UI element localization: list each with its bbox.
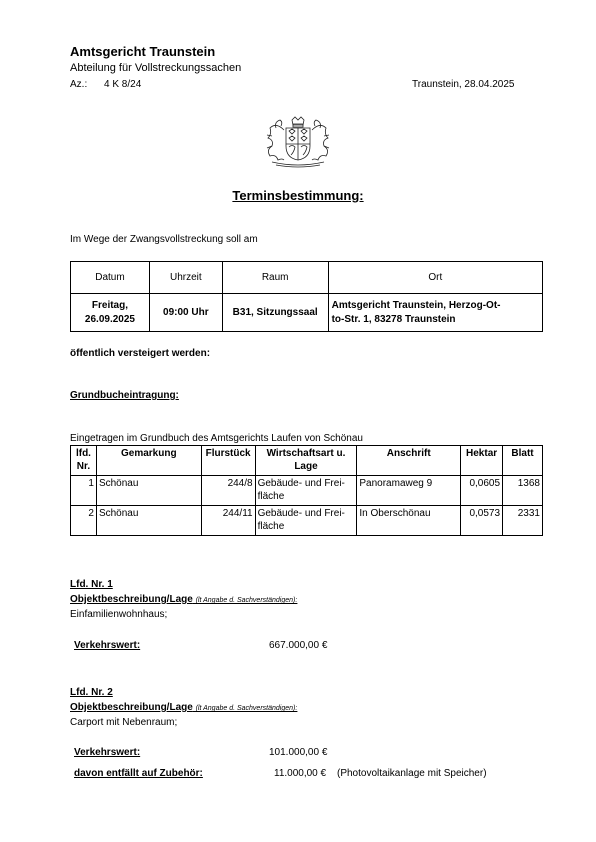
- row-hektar: 0,0573: [461, 506, 503, 536]
- objekt-1-beschreibung-label-text: Objektbeschreibung/Lage: [70, 594, 193, 605]
- row-blatt: 2331: [503, 506, 543, 536]
- termin-datum-line1: Freitag,: [91, 299, 129, 311]
- termin-value-row: [71, 294, 543, 332]
- grundbuch-header-lfd-line2: Nr.: [76, 461, 91, 472]
- case-number-label: Az.:: [70, 79, 88, 90]
- termin-ort-line1: Amtsgericht Traunstein, Herzog-Ot-: [331, 299, 501, 311]
- grundbuch-header-row: [71, 446, 543, 476]
- termin-ort: [328, 294, 542, 332]
- objekt-1-beschreibung-note: (lt Angabe d. Sachverständigen):: [195, 597, 298, 604]
- termin-ort-line2: to-Str. 1, 83278 Traunstein: [331, 313, 456, 325]
- page-title: Terminsbestimmung:: [232, 188, 364, 203]
- grundbuch-header-gemarkung: Gemarkung: [96, 446, 201, 476]
- grundbuch-header-wirtschaft-line1: Wirtschaftsart u.: [266, 448, 346, 459]
- place-date: Traunstein, 28.04.2025: [412, 79, 515, 90]
- intro-text: Im Wege der Zwangsvollstreckung soll am: [70, 234, 258, 245]
- bavarian-coat-of-arms-icon: [262, 116, 334, 168]
- objekt-2-lfd: Lfd. Nr. 2: [70, 687, 113, 698]
- grundbuch-header-wirtschaft: [255, 446, 357, 476]
- row-gemarkung: Schönau: [96, 506, 201, 536]
- objekt-2-beschreibung-note: (lt Angabe d. Sachverständigen):: [195, 705, 298, 712]
- objekt-2-beschreibung-label: [70, 702, 297, 713]
- objekt-1-verkehrswert: 667.000,00 €: [269, 640, 328, 651]
- objekt-2-zubehoer-label: davon entfällt auf Zubehör:: [74, 768, 203, 779]
- row-nr: 1: [71, 476, 97, 506]
- table-row: [71, 506, 543, 536]
- objekt-1-verkehrswert-label: Verkehrswert:: [74, 640, 141, 651]
- row-gemarkung: Schönau: [96, 476, 201, 506]
- objekt-2-zubehoer-value: 11.000,00 €: [274, 768, 327, 779]
- grundbuch-intro: Eingetragen im Grundbuch des Amtsgerichts Laufen von Schönau: [70, 433, 363, 444]
- grundbuch-heading: Grundbucheintragung:: [70, 390, 179, 401]
- court-name: Amtsgericht Traunstein: [70, 44, 216, 59]
- grundbuch-header-anschrift: Anschrift: [357, 446, 461, 476]
- termin-table: [70, 261, 543, 332]
- row-flurstueck: 244/8: [201, 476, 255, 506]
- objekt-1-beschreibung-label: [70, 594, 297, 605]
- termin-header-datum: Datum: [71, 262, 150, 294]
- grundbuch-table: [70, 445, 543, 536]
- grundbuch-header-lfd: [71, 446, 97, 476]
- table-row: [71, 476, 543, 506]
- objekt-1-beschreibung: Einfamilienwohnhaus;: [70, 609, 168, 620]
- termin-header-row: [71, 262, 543, 294]
- row-flurstueck: 244/11: [201, 506, 255, 536]
- termin-header-uhrzeit: Uhrzeit: [149, 262, 222, 294]
- termin-header-ort: Ort: [328, 262, 542, 294]
- grundbuch-header-hektar: Hektar: [461, 446, 503, 476]
- grundbuch-header-lfd-line1: lfd.: [75, 448, 91, 459]
- case-number-value: 4 K 8/24: [104, 79, 142, 90]
- case-number: [70, 79, 142, 90]
- termin-header-raum: Raum: [222, 262, 328, 294]
- row-anschrift: Panoramaweg 9: [357, 476, 461, 506]
- objekt-1-lfd: Lfd. Nr. 1: [70, 579, 113, 590]
- row-wirtschaft: [255, 506, 357, 536]
- termin-raum: B31, Sitzungssaal: [222, 294, 328, 332]
- row-blatt: 1368: [503, 476, 543, 506]
- row-wirtschaft-line1: Gebäude- und Frei-: [257, 508, 345, 519]
- row-hektar: 0,0605: [461, 476, 503, 506]
- department-name: Abteilung für Vollstreckungssachen: [70, 62, 242, 74]
- row-wirtschaft-line1: Gebäude- und Frei-: [257, 478, 345, 489]
- objekt-2-verkehrswert: 101.000,00 €: [269, 747, 328, 758]
- objekt-2-zubehoer-note: (Photovoltaikanlage mit Speicher): [337, 768, 487, 779]
- row-wirtschaft-line2: fläche: [257, 521, 285, 532]
- row-wirtschaft-line2: fläche: [257, 491, 285, 502]
- grundbuch-header-wirtschaft-line2: Lage: [294, 461, 318, 472]
- termin-uhrzeit: 09:00 Uhr: [149, 294, 222, 332]
- grundbuch-header-blatt: Blatt: [503, 446, 543, 476]
- grundbuch-header-flurstueck: Flurstück: [201, 446, 255, 476]
- versteigert-text: öffentlich versteigert werden:: [70, 348, 211, 359]
- objekt-2-beschreibung: Carport mit Nebenraum;: [70, 717, 178, 728]
- row-anschrift: In Oberschönau: [357, 506, 461, 536]
- termin-datum: [71, 294, 150, 332]
- row-wirtschaft: [255, 476, 357, 506]
- row-nr: 2: [71, 506, 97, 536]
- objekt-2-beschreibung-label-text: Objektbeschreibung/Lage: [70, 702, 193, 713]
- objekt-2-verkehrswert-label: Verkehrswert:: [74, 747, 141, 758]
- termin-datum-line2: 26.09.2025: [84, 313, 135, 325]
